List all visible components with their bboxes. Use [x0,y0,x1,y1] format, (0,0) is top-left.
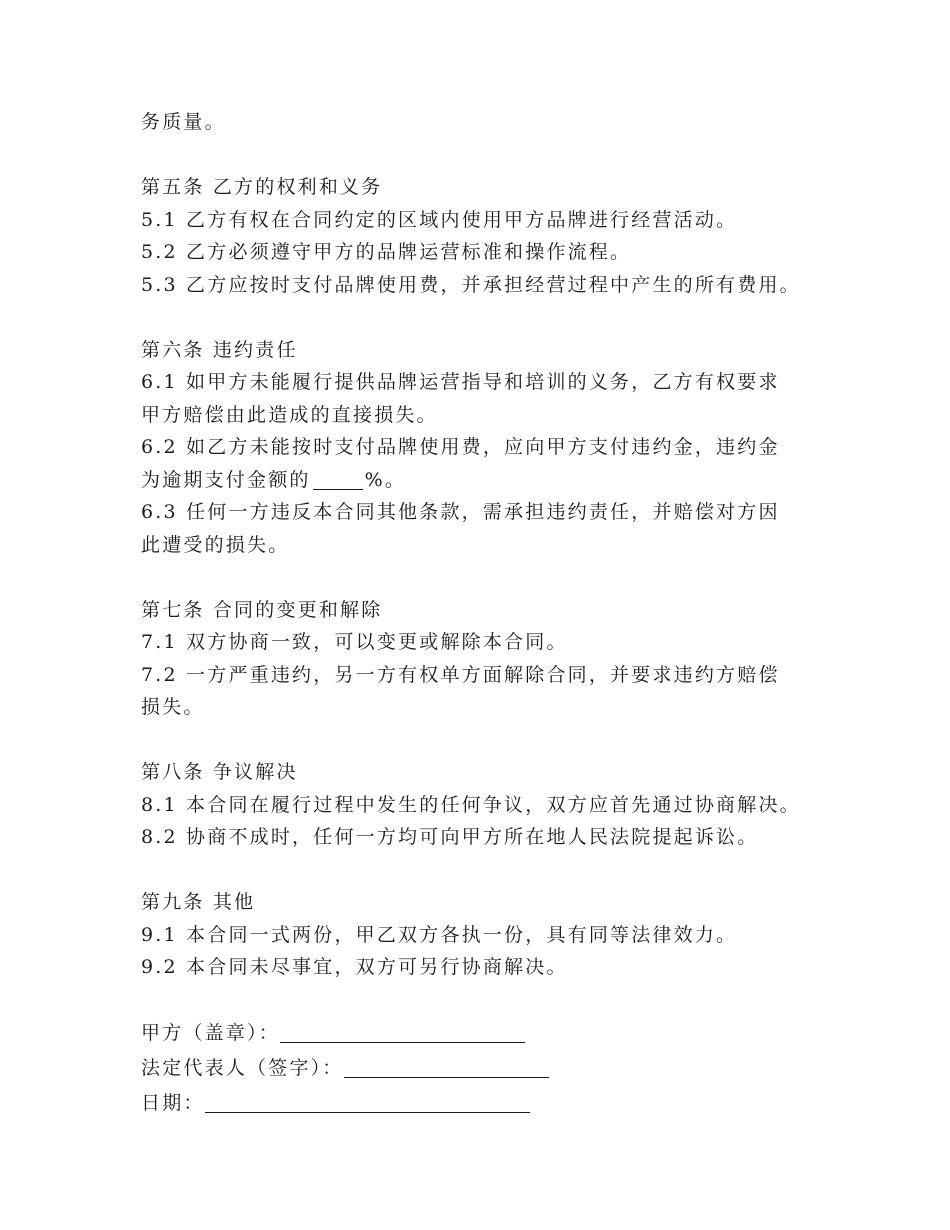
clause-6-2-line-2 [141,464,841,497]
clause-7-1: 7.1 双方协商一致，可以变更或解除本合同。 [141,631,568,653]
clause-9-1: 9.1 本合同一式两份，甲乙双方各执一份，具有同等法律效力。 [141,923,738,946]
party-a-seal-blank[interactable] [280,1020,525,1043]
clause-6-1-line-1: 6.1 如甲方未能履行提供品牌运营指导和培训的义务，乙方有权要求 [141,371,780,393]
clause-5-1: 5.1 乙方有权在合同约定的区域内使用甲方品牌进行经营活动。 [141,208,738,231]
spacer [141,301,841,334]
article-5-heading: 第五条 乙方的权利和义务 [141,176,383,198]
clause-7-2-line-1: 7.2 一方严重违约，另一方有权单方面解除合同，并要求违约方赔偿 [141,663,780,686]
party-a-seal-line [141,1016,841,1051]
clause-6-2-text-before-blank: 为逾期支付金额的 [141,468,311,491]
article-9-heading: 第九条 其他 [141,891,256,913]
article-8-heading: 第八条 争议解决 [141,761,298,783]
spacer [141,984,841,1017]
clause-5-2: 5.2 乙方必须遵守甲方的品牌运营标准和操作流程。 [141,241,632,263]
party-a-seal-label: 甲方（盖章）： [141,1022,280,1044]
penalty-percent-blank [313,467,363,490]
legal-rep-signature-blank[interactable] [344,1055,549,1078]
clause-9-2: 9.2 本合同未尽事宜，双方可另行协商解决。 [141,956,568,978]
clause-6-3-line-1: 6.3 任何一方违反本合同其他条款，需承担违约责任，并赔偿对方因 [141,501,780,523]
clause-7-2-line-2: 损失。 [141,696,205,718]
date-line [141,1086,841,1121]
spacer [141,561,841,594]
clause-6-2-text-after-blank: %。 [364,468,407,491]
spacer [141,854,841,887]
article-7-heading: 第七条 合同的变更和解除 [141,598,383,621]
clause-6-1-line-2: 甲方赔偿由此造成的直接损失。 [141,403,438,426]
document-page [141,106,841,1121]
clause-8-1: 8.1 本合同在履行过程中发生的任何争议，双方应首先通过协商解决。 [141,793,801,816]
clause-5-3: 5.3 乙方应按时支付品牌使用费，并承担经营过程中产生的所有费用。 [141,273,801,296]
clause-6-2-line-1: 6.2 如乙方未能按时支付品牌使用费，应向甲方支付违约金，违约金 [141,436,780,458]
date-blank[interactable] [205,1090,530,1113]
spacer [141,139,841,172]
clause-6-3-line-2: 此遭受的损失。 [141,533,290,556]
date-label: 日期： [141,1092,205,1114]
legal-rep-signature-label: 法定代表人（签字）： [141,1057,344,1079]
clause-8-2: 8.2 协商不成时，任何一方均可向甲方所在地人民法院提起诉讼。 [141,826,759,848]
spacer [141,724,841,757]
article-6-heading: 第六条 违约责任 [141,338,298,361]
legal-rep-signature-line [141,1051,841,1086]
intro-text: 务质量。 [141,111,226,133]
